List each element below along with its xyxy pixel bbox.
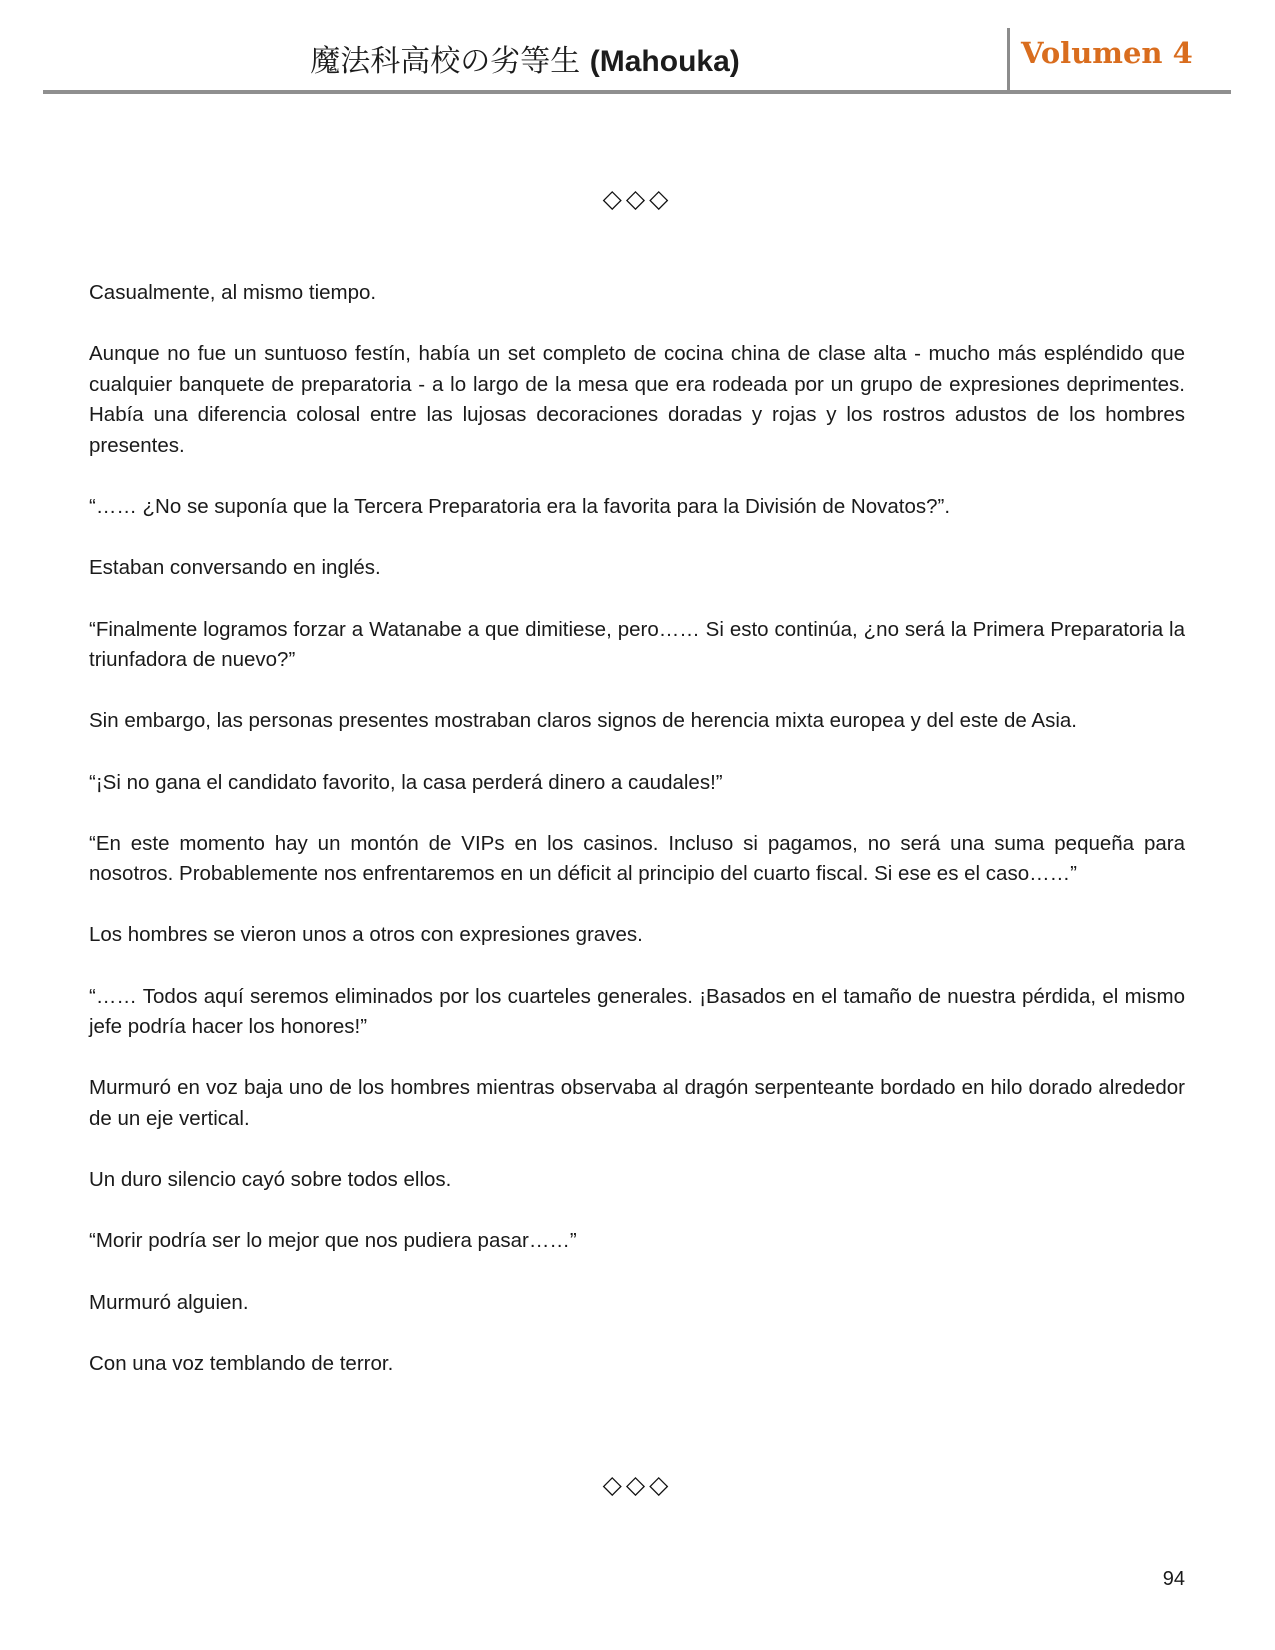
book-title-japanese: 魔法科高校の劣等生: [310, 44, 581, 79]
paragraph: “…… Todos aquí seremos eliminados por los cuarteles generales. ¡Basados en el tamaño de nuestra pérdida, el mismo jefe podría hacer los honores!”: [89, 984, 1185, 1039]
scene-separator-bottom: ◇◇◇: [602, 1470, 673, 1499]
paragraph: Con una voz temblando de terror.: [89, 1351, 394, 1375]
volume-label: Volumen 4: [1021, 36, 1193, 70]
header-divider: [1007, 28, 1010, 92]
page-number: 94: [1162, 1568, 1185, 1590]
paragraph: Casualmente, al mismo tiempo.: [89, 281, 377, 304]
paragraph: “En este momento hay un montón de VIPs en los casinos. Incluso si pagamos, no será una suma pequeña para nosotros. Probablemente nos enfrentaremos en un déficit al principio del cuarto fiscal. Si ese es el caso……”: [89, 831, 1185, 886]
scene-separator-top: ◇◇◇: [602, 184, 673, 213]
paragraph: “¡Si no gana el candidato favorito, la casa perderá dinero a caudales!”: [89, 770, 723, 794]
header-rule: [43, 90, 1231, 94]
book-title: [43, 36, 1007, 80]
paragraph: Estaban conversando en inglés.: [89, 556, 381, 580]
paragraph: Murmuró alguien.: [89, 1290, 249, 1314]
book-title-latin: (Mahouka): [589, 45, 740, 78]
paragraph: Sin embargo, las personas presentes mostraban claros signos de herencia mixta europea y del este de Asia.: [89, 709, 1077, 733]
paragraph: Aunque no fue un suntuoso festín, había un set completo de cocina china de clase alta - mucho más espléndido que cualquier banquete de preparatoria - a lo largo de la mesa que era rodeada por un grupo de expresiones deprimentes. Había una diferencia colosal entre las lujosas decoraciones doradas y rojas y los rostros adustos de los hombres presentes.: [89, 342, 1185, 457]
paragraph: “Morir podría ser lo mejor que nos pudiera pasar……”: [89, 1229, 577, 1253]
paragraph: Los hombres se vieron unos a otros con expresiones graves.: [89, 923, 643, 947]
paragraph: Un duro silencio cayó sobre todos ellos.: [89, 1168, 452, 1192]
paragraph: “…… ¿No se suponía que la Tercera Preparatoria era la favorita para la División de Novatos?”.: [89, 495, 951, 519]
page-header: [43, 28, 1231, 92]
paragraph: “Finalmente logramos forzar a Watanabe a que dimitiese, pero…… Si esto continúa, ¿no será la Primera Preparatoria la triunfadora de nuevo?”: [89, 617, 1185, 672]
paragraph: Murmuró en voz baja uno de los hombres mientras observaba al dragón serpenteante bordado en hilo dorado alrededor de un eje vertical.: [89, 1076, 1185, 1131]
body-text: [89, 278, 1185, 1410]
